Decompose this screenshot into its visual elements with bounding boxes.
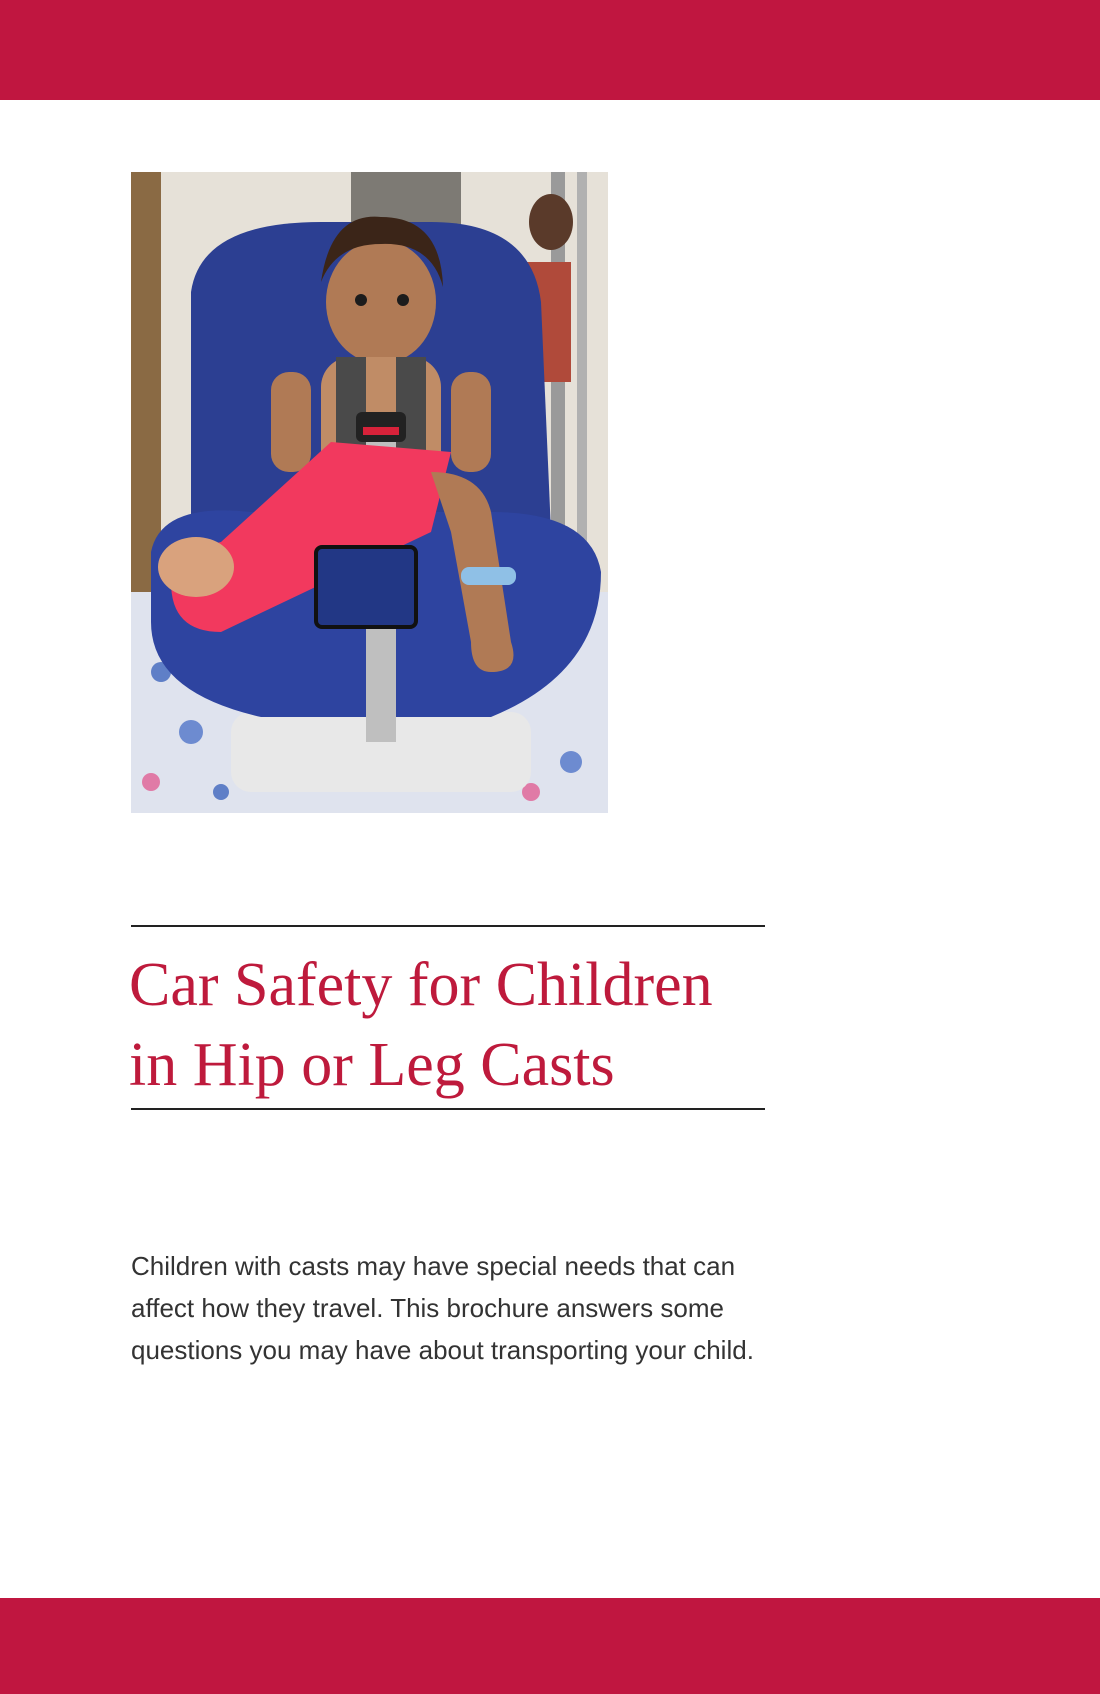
bottom-color-band (0, 1598, 1100, 1694)
brochure-title-line-1: Car Safety for Children (129, 951, 713, 1019)
title-rule-bottom (131, 1108, 765, 1110)
brochure-title (129, 945, 769, 1105)
intro-line-3: questions you may have about transporting your child. (131, 1335, 754, 1365)
intro-line-2: affect how they travel. This brochure answers some (131, 1293, 724, 1323)
intro-line-1: Children with casts may have special needs that can (131, 1251, 736, 1281)
child-in-car-seat-illustration (131, 172, 608, 813)
intro-paragraph (131, 1245, 931, 1371)
title-rule-top (131, 925, 765, 927)
cover-photo (131, 172, 608, 813)
brochure-title-line-2: in Hip or Leg Casts (129, 1031, 615, 1099)
top-color-band (0, 0, 1100, 100)
